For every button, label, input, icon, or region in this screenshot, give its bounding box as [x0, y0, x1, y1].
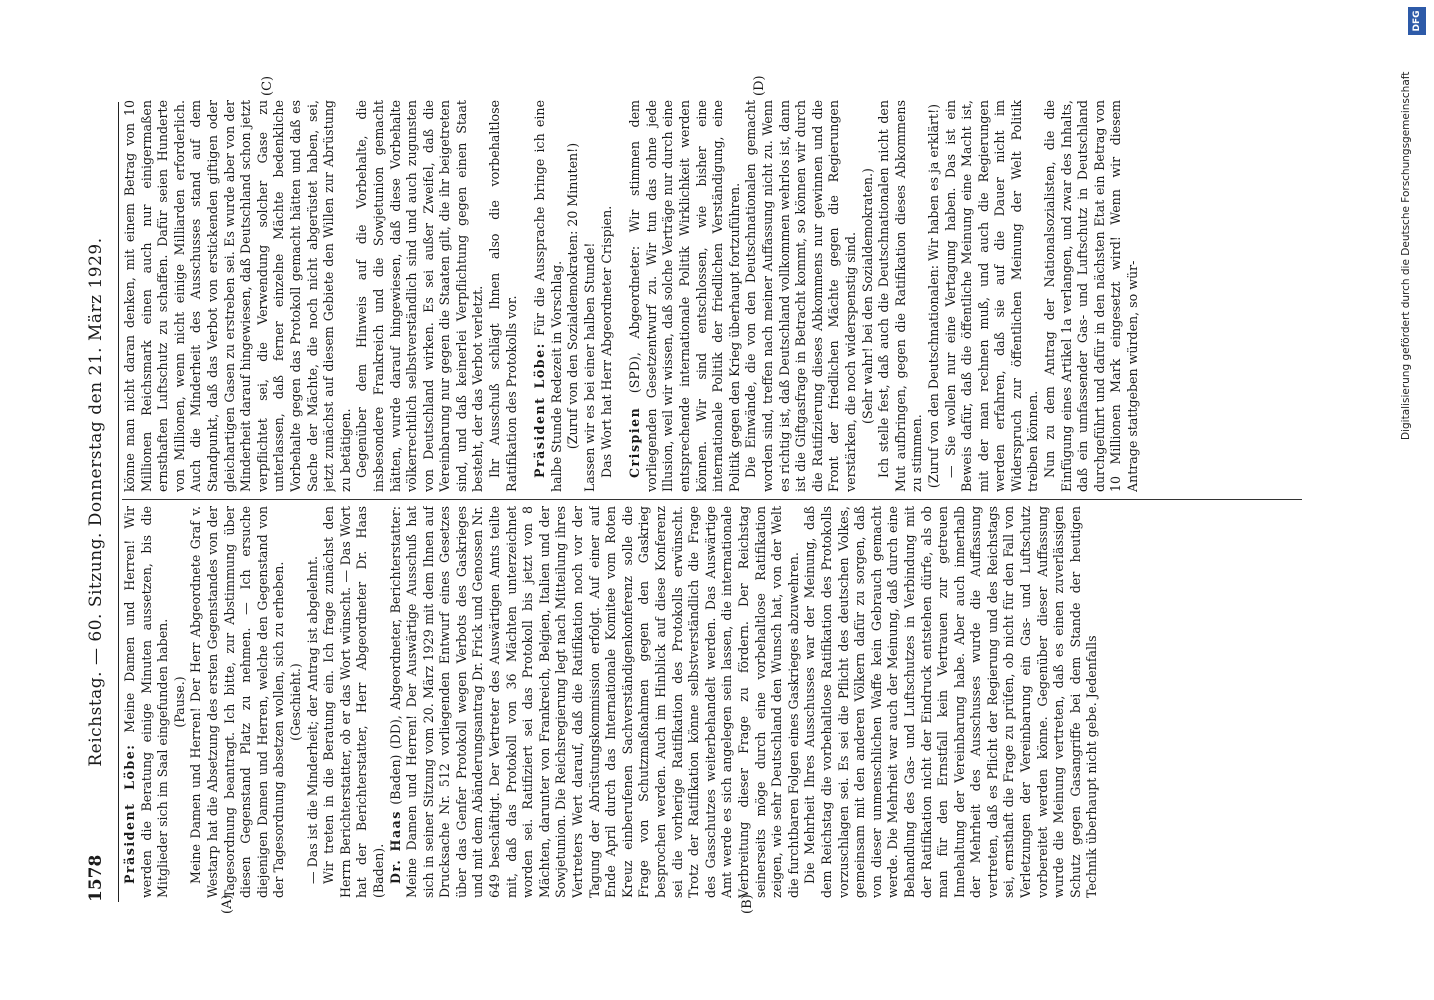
column-divider — [122, 499, 1302, 500]
paragraph — [305, 506, 322, 898]
paragraph-text: Meine Damen und Herren! Der Herr Abgeordnete Graf v. Westarp hat die Absetzung des ersten Gegenstandes von der Tagesordnung beantragt. Ich bitte, zur Abstimmung über diesen Gegenstand Platz zu nehmen. — Ich ersuche diejenigen Damen und Herren, welche den Gegenstand von der Tagesordnung absetzen wollen, sich zu erheben. — [188, 506, 287, 898]
speaker-name: Dr. Haas — [387, 810, 403, 884]
paragraph-text: Nun zu dem Antrag der Nationalsozialisten, die die Einfügung eines Artikel 1a verlangen, und zwar des Inhalts, daß ein umfassender Gas- und Luftschutz in Deutschland durchgeführt und dafür in den nächsten Etat ein Betrag von 10 Millionen Mark eingesetzt wird! Wenn wir diesem Antrage stattgeben würden, so wür- — [1042, 100, 1141, 492]
header-rule — [118, 102, 119, 902]
paragraph — [487, 100, 520, 492]
paragraph-text: Gegenüber dem Hinweis auf die Vorbehalte, die insbesondere Frankreich und die Sowjetunion gemacht hätten, wurde darauf hingewiesen, daß diese Vorbehalte völkerrechtlich selbstverständlich sind und auch zugunsten von Deutschland wirken. Es sei außer Zweifel, daß die Vereinbarung nur gegen die Staaten gilt, die ihr beigetreten sind, und daß keinerlei Verpflichtung gegen einen Staat besteht, der das Verbot verletzt. — [354, 100, 486, 492]
paragraph — [943, 100, 1043, 492]
paragraph-text: — Das ist die Minderheit; der Antrag ist abgelehnt. — [304, 555, 320, 884]
paragraph-text: (Baden) (DD), Abgeordneter, Berichterstatter: Meine Damen und Herren! Der Auswärtige Ausschuß hat sich in seiner Sitzung vom 20. März 1929 mit dem Ihnen auf Drucksache Nr. 512 vorliegenden Entwurf eines Gesetzes über das Genfer Protokoll wegen Verbots des Gaskrieges und mit dem Abänderungsantrag Dr. Frick und Genossen Nr. 649 beschäftigt. Der Vertreter des Auswärtigen Amts teilte mit, daß das Protokoll von 36 Mächten unterzeichnet worden sei. Ratifiziert sei das Protokoll bis jetzt von 8 Mächten, darunter von Frankreich, Belgien, Italien und der Sowjetunion. Die Reichsregierung legt nach Mitteilung ihres Vertreters Wert darauf, daß die Ratifikation noch vor der Tagung der Abrüstungskommission erfolgt. Auf einer auf Ende April durch das Internationale Komitee vom Roten Kreuz einberufenen Sachverständigenkonferenz solle die Frage von Schutzmaßnahmen gegen den Gaskrieg besprochen werden. Auch im Hinblick auf diese Konferenz sei die vorherige Ratifikation des Protokolls erwünscht. Trotz der Ratifikation könne selbstverständlich die Frage des Gasschutzes weiterbehandelt werden. Das Auswärtige Amt werde es sich angelegen sein lassen, die internationale Verbreitung dieser Frage zu fördern. Der Reichstag seinerseits möge durch eine vorbehaltlose Ratifikation zeigen, wie sehr Deutschland den Wunsch hat, von der Welt die furchtbaren Folgen eines Gaskrieges abzuwehren. — [387, 506, 801, 898]
paragraph-text: (Zuruf von den Deutschnationalen: Wir haben es ja erklärt!) — [925, 103, 941, 489]
paragraph-text: — Sie wollen nur eine Vertagung haben. Das ist ein Beweis dafür, daß die öffentliche Meinung eine Macht ist, mit der man rechnen muß, und auch die Regierungen werden erfahren, daß sie auf die Dauer nicht im Widerspruch zur öffentlichen Meinung der Welt Politik treiben können. — [942, 100, 1041, 492]
paragraph — [188, 506, 288, 898]
paragraph — [354, 100, 487, 492]
paragraph — [743, 100, 859, 492]
paragraph — [122, 506, 172, 898]
paragraph-text: Ihr Ausschuß schlägt Ihnen also die vorbehaltlose Ratifikation des Protokolls vor. — [487, 100, 519, 492]
paragraph — [321, 506, 387, 898]
paragraph — [876, 100, 926, 492]
paragraph — [532, 100, 565, 492]
paragraph-text: (Sehr wahr! bei den Sozialdemokraten.) — [859, 168, 875, 424]
right-text-column — [122, 100, 1312, 492]
paragraph-text: Lassen wir es bei einer halben Stunde! — [582, 242, 598, 492]
margin-marker-d: (D) — [752, 75, 767, 96]
paragraph — [172, 506, 189, 898]
page-number: 1578 — [86, 854, 106, 902]
paragraph — [565, 100, 582, 492]
paragraph — [860, 100, 877, 492]
margin-marker-c: (C) — [260, 75, 275, 96]
paragraph-text: Ich stelle fest, daß auch die Deutschnationalen nicht den Mut aufbringen, gegen die Ratifikation dieses Abkommens zu stimmen. — [876, 100, 925, 492]
speaker-name: Crispien — [627, 406, 643, 478]
margin-marker-a: (A) — [220, 894, 235, 914]
paragraph-text: Für die Aussprache bringe ich eine halbe Stunde Redezeit in Vorschlag. — [532, 100, 564, 492]
paragraph-text: Die Mehrheit Ihres Ausschusses war der Meinung, daß dem Reichstag die vorbehaltlose Ratifikation des Protokolls vorzuschlagen sei. Es sei die Pflicht des deutschen Volkes, gemeinsam mit den anderen Völkern dafür zu sorgen, daß von dieser unmenschlichen Waffe kein Gebrauch gemacht werde. Die Mehrheit war auch der Meinung, daß durch eine Behandlung des Gas- und Luftschutzes in Verbindung mit der Ratifikation nicht der Eindruck entstehen dürfe, als ob man für den Ernstfall kein Vertrauen zur getreuen Innehaltung der Vereinbarung habe. Aber auch innerhalb der Mehrheit des Ausschusses wurde die Auffassung vertreten, daß es Pflicht der Regierung und des Reichstags sei, ernsthaft die Frage zu prüfen, ob nicht für den Fall von Verletzungen der Vereinbarung ein Gas- und Luftschutz vorbereitet werden könne. Gegenüber dieser Auffassung wurde die Meinung vertreten, daß es einen zuverlässigen Schutz gegen Gasangriffe bei dem Stande der heutigen Technik überhaupt nicht gebe. Jedenfalls — [802, 506, 1100, 898]
paragraph-text: Meine Damen und Herren! Wir werden die Beratung einige Minuten aussetzen, bis die Mitglieder sich im Saal eingefunden haben. — [122, 506, 171, 898]
paragraph-text: (Zuruf von den Sozialdemokraten: 20 Minuten!) — [565, 142, 581, 450]
page-header — [86, 102, 116, 902]
paragraph-text: (SPD), Abgeordneter: Wir stimmen dem vorliegenden Gesetzentwurf zu. Wir tun das ohne jede Illusion, weil wir wissen, daß solche Verträge nur durch eine entsprechende internationale Politik Wirklichkeit werden können. Wir sind entschlossen, wie bisher eine internationale Politik der friedlichen Verständigung, eine Politik gegen den Krieg überhaupt fortzuführen. — [627, 100, 742, 492]
paragraph — [627, 100, 743, 492]
paragraph-text: Das Wort hat Herr Abgeordneter Crispien. — [598, 205, 614, 478]
speaker-name: Präsident Löbe: — [532, 342, 548, 478]
left-text-column — [122, 506, 1312, 898]
paragraph — [802, 506, 1101, 898]
paragraph — [926, 100, 943, 492]
dfg-logo: DFG — [1408, 7, 1426, 35]
paragraph — [599, 100, 616, 492]
paragraph — [288, 506, 305, 898]
paragraph-text: Wir treten in die Beratung ein. Ich frage zunächst den Herrn Berichterstatter, ob er das Wort wünscht. — Das Wort hat der Berichterstatter, Herr Abgeordneter Dr. Haas (Baden). — [321, 506, 386, 898]
paragraph-text: könne man nicht daran denken, mit einem Betrag von 10 Millionen Reichsmark einen auch nur einigermaßen ernsthaften Luftschutz zu schaffen. Dafür seien Hunderte von Millionen, wenn nicht einige Milliarden erforderlich. Auch die Minderheit des Ausschusses stand auf dem Standpunkt, daß das Verbot von erstickenden giftigen oder gleichartigen Gasen zu erstreben sei. Es wurde aber von der Minderheit darauf hingewiesen, daß Deutschland schon jetzt verpflichtet sei, die Verwendung solcher Gase zu unterlassen, daß ferner einzelne Mächte bedenkliche Vorbehalte gegen das Protokoll gemacht hätten und daß es Sache der Mächte, die noch nicht abgerüstet haben, sei, jetzt zunächst auf diesem Gebiete den Willen zur Abrüstung zu betätigen. — [122, 100, 353, 492]
running-title: Reichstag. — 60. Sitzung. Donnerstag den 21. März 1929. — [86, 237, 106, 767]
paragraph-text: Die Einwände, die von den Deutschnationalen gemacht worden sind, treffen nach meiner Auffassung nicht zu. Wenn es richtig ist, daß Deutschland vollkommen wehrlos ist, dann ist die Giftgasfrage in Betracht kommt, so können wir durch die Ratifizierung dieses Abkommens nur gewinnen und die Front der friedlichen Mächte gegen die Regierungen verstärken, die noch widerspenstig sind. — [743, 100, 858, 492]
paragraph — [1042, 100, 1142, 492]
paragraph — [122, 100, 354, 492]
digitization-credit: Digitalisierung gefördert durch die Deutsche Forschungsgemeinschaft — [1400, 71, 1412, 440]
paragraph-text: (Geschieht.) — [287, 663, 303, 741]
speaker-name: Präsident Löbe: — [122, 743, 137, 884]
paragraph — [388, 506, 803, 898]
paragraph-text: (Pause.) — [171, 676, 187, 728]
paragraph — [582, 100, 599, 492]
margin-marker-b: (B) — [740, 894, 755, 914]
